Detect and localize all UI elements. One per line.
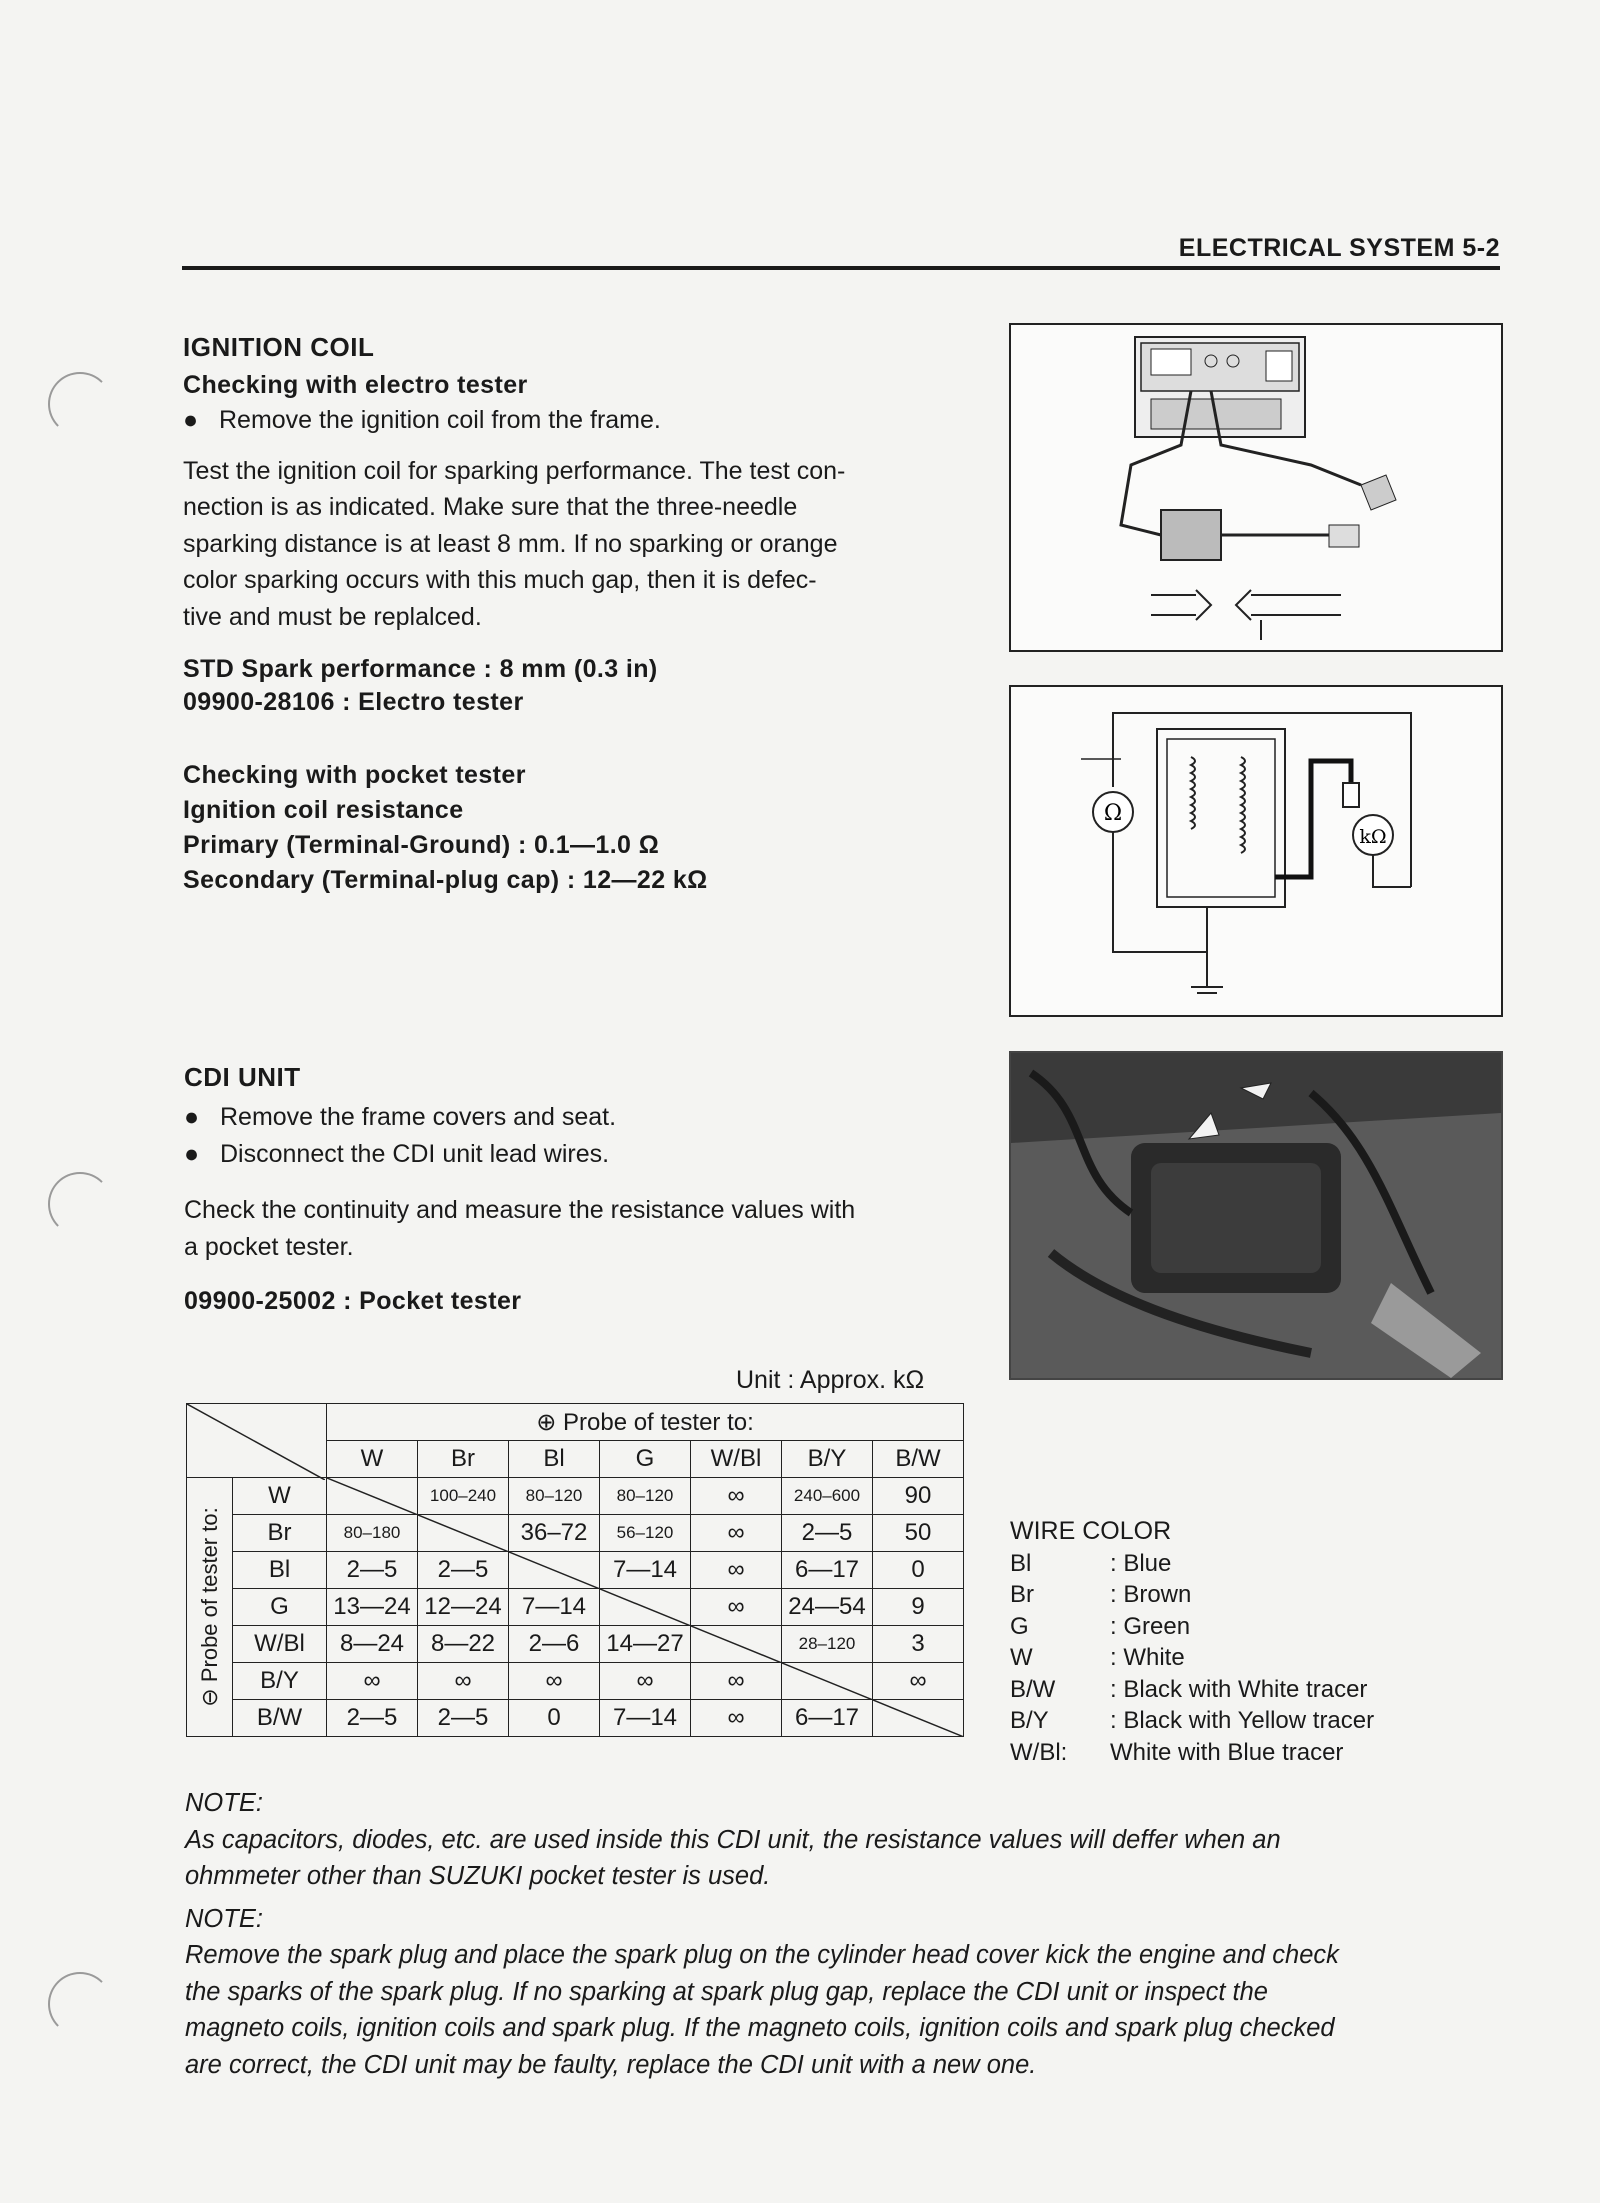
table-cell: 100–240: [418, 1478, 509, 1515]
wire-color-code: Br: [1010, 1581, 1034, 1608]
table-cell: 2—5: [418, 1552, 509, 1589]
wire-color-item: [1010, 1737, 1490, 1769]
note-label: NOTE:: [185, 1789, 263, 1817]
kohm-meter-label: kΩ: [1359, 826, 1387, 848]
cdi-resistance-table: [186, 1403, 964, 1737]
table-cell: ∞: [691, 1515, 782, 1552]
table-cell: ∞: [600, 1663, 691, 1700]
column-header: Bl: [509, 1441, 600, 1478]
note-line: As capacitors, diodes, etc. are used inside this CDI unit, the resistance values will deffer when an: [185, 1825, 1281, 1854]
note-line: the sparks of the spark plug. If no sparking at spark plug gap, replace the CDI unit or inspect the: [185, 1977, 1268, 2006]
table-cell: 8—24: [327, 1626, 418, 1663]
table-cell: 8—22: [418, 1626, 509, 1663]
row-label: B/Y: [233, 1663, 327, 1700]
ignition-sub-pocket: Checking with pocket tester: [183, 761, 526, 789]
wire-color-name: : Brown: [1110, 1581, 1192, 1608]
diagonal-line: [691, 1626, 782, 1663]
table-cell: [600, 1589, 691, 1626]
table-cell: 36–72: [509, 1515, 600, 1552]
cdi-bullet-text: Disconnect the CDI unit lead wires.: [220, 1139, 610, 1168]
pocket-tester-tool: 09900-25002 : Pocket tester: [184, 1287, 522, 1315]
table-cell: ∞: [691, 1663, 782, 1700]
table-cell: 9: [873, 1589, 964, 1626]
table-cell: 90: [873, 1478, 964, 1515]
table-cell: [509, 1552, 600, 1589]
cdi-bullet-text: Remove the frame covers and seat.: [220, 1103, 617, 1131]
table-cell: [418, 1515, 509, 1552]
table-row: [187, 1515, 964, 1552]
table-cell: 7—14: [509, 1589, 600, 1626]
diagonal-mark: [691, 1626, 782, 1663]
table-cell: ∞: [691, 1700, 782, 1737]
coil-resistance-drawing: [1011, 687, 1501, 1015]
table-cell: 56–120: [600, 1515, 691, 1552]
cdi-unit-photo: [1009, 1051, 1503, 1380]
diagonal-mark: [327, 1478, 418, 1515]
ignition-para-line: color sparking occurs with this much gap, then it is defec-: [183, 566, 817, 594]
cdi-para-line: a pocket tester.: [184, 1232, 354, 1261]
column-header: W/Bl: [691, 1441, 782, 1478]
diagonal-line: [418, 1515, 509, 1552]
page-header: ELECTRICAL SYSTEM 5-2: [1178, 234, 1500, 262]
row-label: B/W: [233, 1700, 327, 1737]
table-row: [187, 1626, 964, 1663]
table-cell: 6—17: [782, 1700, 873, 1737]
row-label: W/Bl: [233, 1626, 327, 1663]
ignition-para-line: tive and must be replalced.: [183, 602, 482, 631]
note-line: are correct, the CDI unit may be faulty, replace the CDI unit with a new one.: [185, 2050, 1037, 2079]
secondary-resistance: Secondary (Terminal-plug cap) : 12—22 kΩ: [183, 866, 708, 894]
cdi-bullet: ● Disconnect the CDI unit lead wires.: [184, 1139, 610, 1168]
wire-color-code: Bl: [1010, 1549, 1032, 1577]
wire-color-legend: [1010, 1516, 1490, 1768]
cdi-section: [184, 1062, 984, 1316]
diagonal-line: [873, 1700, 964, 1737]
note-label: NOTE:: [185, 1904, 263, 1933]
table-cell: 6—17: [782, 1552, 873, 1589]
table-cell: 0: [509, 1700, 600, 1737]
table-cell: 2—6: [509, 1626, 600, 1663]
note-line: Remove the spark plug and place the spark plug on the cylinder head cover kick the engine and check: [185, 1941, 1339, 1969]
column-header: B/W: [873, 1441, 964, 1478]
row-label: Br: [233, 1515, 327, 1552]
probe-plus-header: ⊕ Probe of tester to:: [327, 1404, 964, 1441]
cdi-title: CDI UNIT: [184, 1062, 301, 1092]
table-cell: [873, 1700, 964, 1737]
table-cell: ∞: [509, 1663, 600, 1700]
probe-minus-label: ⊖ Probe of tester to:: [196, 1507, 222, 1707]
table-cell: 12—24: [418, 1589, 509, 1626]
std-spark-performance: STD Spark performance : 8 mm (0.3 in): [183, 655, 658, 683]
table-row: [187, 1700, 964, 1737]
table-cell: 7—14: [600, 1700, 691, 1737]
wire-color-item: [1010, 1611, 1490, 1643]
cdi-para-line: Check the continuity and measure the resistance values with: [184, 1196, 856, 1224]
column-header: W: [327, 1441, 418, 1478]
wire-color-item: [1010, 1674, 1490, 1706]
wire-color-code: W/Bl:: [1010, 1738, 1068, 1766]
table-cell: 240–600: [782, 1478, 873, 1515]
table-cell: 24—54: [782, 1589, 873, 1626]
table-row: [187, 1589, 964, 1626]
table-cell: 2—5: [418, 1700, 509, 1737]
wire-color-name: : Green: [1110, 1612, 1191, 1640]
row-label: Bl: [233, 1552, 327, 1589]
table-row: [187, 1663, 964, 1700]
table-cell: 80–120: [600, 1478, 691, 1515]
table-cell: [327, 1478, 418, 1515]
diagonal-mark: [782, 1663, 873, 1700]
diagonal-line: [327, 1478, 418, 1515]
header-rule: [182, 266, 1500, 270]
wire-color-item: [1010, 1705, 1490, 1737]
row-label: G: [233, 1589, 327, 1626]
cdi-paragraph: [184, 1192, 984, 1265]
wire-color-item: [1010, 1548, 1490, 1580]
diagonal-line: [782, 1663, 873, 1700]
cdi-bullet: ● Remove the frame covers and seat.: [184, 1103, 617, 1131]
wire-color-item: [1010, 1642, 1490, 1674]
diagonal-mark: [600, 1589, 691, 1626]
table-cell: ∞: [691, 1478, 782, 1515]
ignition-para-line: Test the ignition coil for sparking performance. The test con-: [183, 456, 846, 485]
table-cell: 0: [873, 1552, 964, 1589]
diagonal-mark: [418, 1515, 509, 1552]
diagonal-line: [600, 1589, 691, 1626]
diagonal-line: [509, 1552, 600, 1589]
note-line: ohmmeter other than SUZUKI pocket tester is used.: [185, 1862, 771, 1890]
probe-minus-header: [187, 1478, 233, 1737]
table-cell: [691, 1626, 782, 1663]
table-cell: [782, 1663, 873, 1700]
wire-color-title: WIRE COLOR: [1010, 1517, 1172, 1545]
column-header: Br: [418, 1441, 509, 1478]
table-cell: ∞: [873, 1663, 964, 1700]
electro-tester-tool: 09900-28106 : Electro tester: [183, 688, 524, 716]
table-cell: 2—5: [782, 1515, 873, 1552]
binder-hole-bottom: [48, 1972, 112, 2036]
wire-color-name: : Blue: [1110, 1549, 1172, 1577]
table-cell: 14—27: [600, 1626, 691, 1663]
wire-color-code: B/Y: [1010, 1707, 1049, 1734]
table-cell: 50: [873, 1515, 964, 1552]
table-cell: ∞: [327, 1663, 418, 1700]
table-cell: 80–180: [327, 1515, 418, 1552]
wire-color-code: B/W: [1010, 1675, 1056, 1703]
wire-color-item: [1010, 1579, 1490, 1611]
table-cell: 2—5: [327, 1552, 418, 1589]
ignition-bullet: ● Remove the ignition coil from the frame.: [183, 406, 661, 434]
ignition-title: IGNITION COIL: [183, 332, 375, 362]
ignition-sub-electro: Checking with electro tester: [183, 371, 528, 399]
wire-color-code: G: [1010, 1612, 1029, 1640]
binder-hole-top: [48, 372, 112, 436]
table-cell: 3: [873, 1626, 964, 1663]
wire-color-code: W: [1010, 1644, 1033, 1671]
column-header: G: [600, 1441, 691, 1478]
wire-color-name: White with Blue tracer: [1110, 1738, 1344, 1766]
table-cell: ∞: [691, 1552, 782, 1589]
coil-resistance-figure: [1009, 685, 1503, 1017]
wire-color-name: : Black with Yellow tracer: [1110, 1707, 1375, 1734]
ignition-para-line: nection is as indicated. Make sure that the three-needle: [183, 493, 798, 521]
note-line: magneto coils, ignition coils and spark plug. If the magneto coils, ignition coils and spark plug checked: [185, 2014, 1335, 2042]
ignition-bullet-text: Remove the ignition coil from the frame.: [219, 406, 661, 434]
table-cell: 7—14: [600, 1552, 691, 1589]
ignition-section: [183, 332, 983, 895]
column-header: B/Y: [782, 1441, 873, 1478]
row-label: W: [233, 1478, 327, 1515]
notes-section: [185, 1785, 1505, 2083]
ignition-paragraph: [183, 453, 983, 636]
wire-color-name: : Black with White tracer: [1110, 1675, 1368, 1703]
electro-tester-drawing: [1011, 325, 1501, 650]
diagonal-mark: [873, 1700, 964, 1737]
table-cell: 13—24: [327, 1589, 418, 1626]
ignition-resistance-title: Ignition coil resistance: [183, 796, 464, 824]
table-row: [187, 1552, 964, 1589]
diagonal-mark: [509, 1552, 600, 1589]
table-cell: 28–120: [782, 1626, 873, 1663]
table-cell: 80–120: [509, 1478, 600, 1515]
table-cell: ∞: [418, 1663, 509, 1700]
electro-tester-figure: [1009, 323, 1503, 652]
table-row: [187, 1478, 964, 1515]
cdi-photo-drawing: [1011, 1053, 1501, 1378]
binder-hole-middle: [48, 1172, 112, 1236]
cdi-table-unit: Unit : Approx. kΩ: [736, 1366, 925, 1394]
table-cell: 2—5: [327, 1700, 418, 1737]
primary-resistance: Primary (Terminal-Ground) : 0.1—1.0 Ω: [183, 831, 660, 859]
ignition-para-line: sparking distance is at least 8 mm. If no sparking or orange: [183, 529, 838, 558]
table-cell: ∞: [691, 1589, 782, 1626]
table-corner: [187, 1404, 327, 1478]
wire-color-name: : White: [1110, 1644, 1185, 1671]
ohm-meter-label: Ω: [1103, 801, 1123, 826]
